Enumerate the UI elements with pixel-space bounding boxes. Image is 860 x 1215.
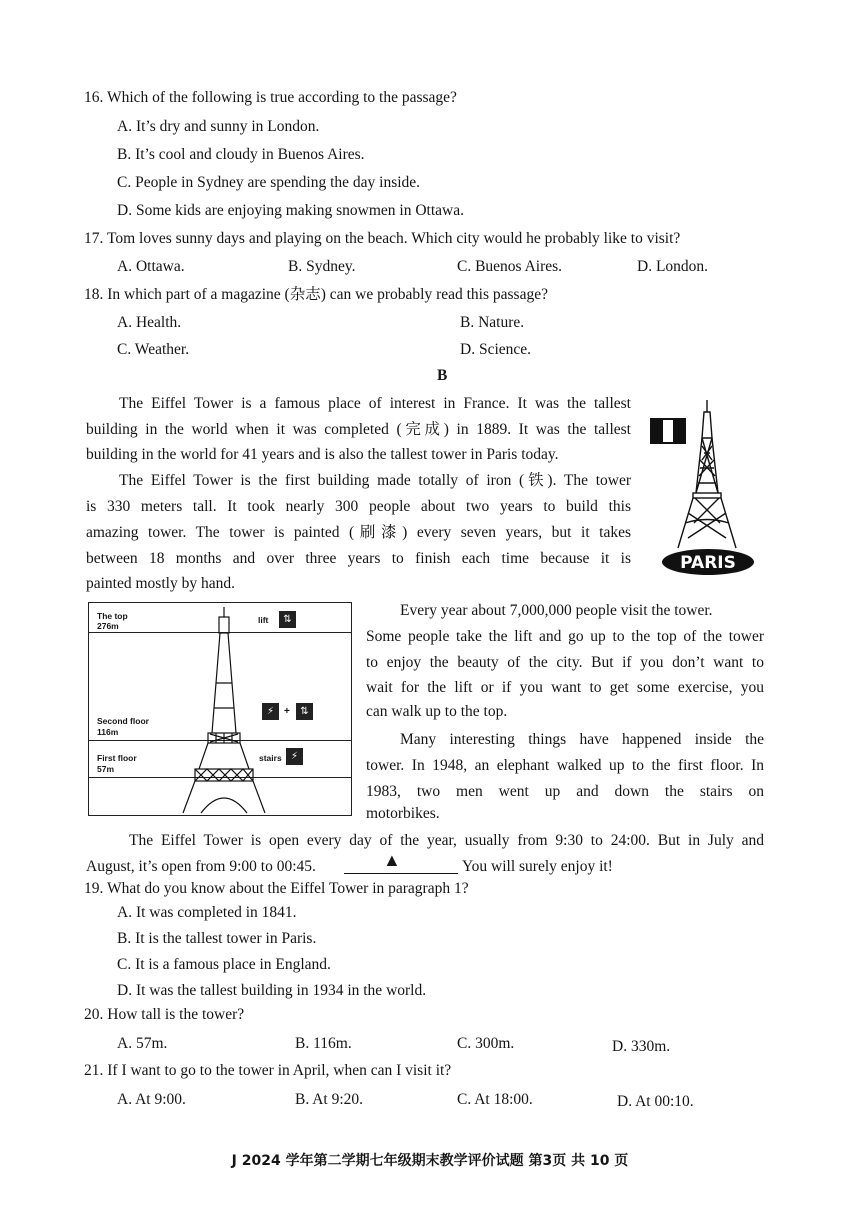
passage-b-p3-line3: to enjoy the beauty of the city. But if you don’t want to (366, 654, 764, 671)
question-17-option-c: C. Buenos Aires. (457, 258, 563, 275)
passage-b-p2-line2: is 330 meters tall. It took nearly 300 people about two years to build this (86, 498, 631, 515)
passage-b-p1-line2: building in the world when it was completed (完成) in 1889. It was the tallest (86, 421, 631, 438)
passage-b-p3-line4: wait for the lift or if you want to get some exercise, you (366, 679, 764, 696)
passage-b-p3-line2: Some people take the lift and go up to the top of the tower (366, 628, 764, 645)
question-21-option-a: A. At 9:00. (117, 1091, 186, 1108)
blank-marker-triangle-icon: ▲ (383, 850, 401, 870)
passage-b-p5-line1: The Eiffel Tower is open every day of the year, usually from 9:30 to 24:00. But in July and (129, 832, 764, 849)
answer-blank-line (344, 873, 458, 874)
lift-label: lift (258, 615, 269, 625)
paris-logo-text: PARIS (680, 553, 736, 573)
passage-b-p1-line1: The Eiffel Tower is a famous place of interest in France. It was the tallest (119, 395, 631, 412)
question-18-option-a: A. Health. (117, 314, 182, 331)
question-21-option-b: B. At 9:20. (295, 1091, 364, 1108)
passage-b-p4-line1: Many interesting things have happened inside the (400, 731, 764, 748)
lift-icon: ⇅ (279, 611, 296, 628)
section-b-heading: B (437, 367, 448, 384)
eiffel-tower-paris-illustration (660, 398, 760, 580)
question-18-option-b: B. Nature. (460, 314, 525, 331)
second-floor-height: 116m (97, 727, 119, 737)
question-16-option-a: A. It’s dry and sunny in London. (117, 118, 320, 135)
question-18-option-c: C. Weather. (117, 341, 190, 358)
passage-b-p2-line3: amazing tower. The tower is painted (刷漆) every seven years, but it takes (86, 524, 631, 541)
question-20-stem: 20. How tall is the tower? (84, 1006, 245, 1023)
question-17-option-a: A. Ottawa. (117, 258, 185, 275)
passage-b-p4-line4: motorbikes. (366, 805, 440, 822)
passage-b-p2-line5: painted mostly by hand. (86, 575, 235, 592)
plus-sign: + (284, 706, 290, 717)
question-17-option-b: B. Sydney. (288, 258, 356, 275)
stairs-label: stairs (259, 753, 282, 763)
tower-outline-drawing (179, 603, 269, 815)
page-footer: J 2024 学年第二学期七年级期末教学评价试题 第3页 共 10 页 (231, 1153, 629, 1169)
passage-b-p3-line5: can walk up to the top. (366, 703, 508, 720)
question-16-option-c: C. People in Sydney are spending the day inside. (117, 174, 421, 191)
question-20-option-c: C. 300m. (457, 1035, 515, 1052)
stairs-icon: ⚡ (286, 748, 303, 765)
question-17-option-d: D. London. (637, 258, 709, 275)
second-floor-label: Second floor (97, 716, 149, 726)
question-19-option-a: A. It was completed in 1841. (117, 904, 297, 921)
question-19-option-b: B. It is the tallest tower in Paris. (117, 930, 317, 947)
question-19-option-d: D. It was the tallest building in 1934 in the world. (117, 982, 427, 999)
passage-b-p3-line1: Every year about 7,000,000 people visit the tower. (400, 602, 713, 619)
stairs-icon: ⚡ (262, 703, 279, 720)
question-16-option-d: D. Some kids are enjoying making snowmen in Ottawa. (117, 202, 464, 219)
passage-b-p4-line2: tower. In 1948, an elephant walked up to the first floor. In (366, 757, 764, 774)
question-21-option-d: D. At 00:10. (617, 1093, 694, 1110)
question-18-stem: 18. In which part of a magazine (杂志) can we probably read this passage? (84, 286, 548, 303)
passage-b-p2-line1: The Eiffel Tower is the first building made totally of iron (铁). The tower (119, 472, 631, 489)
question-20-option-a: A. 57m. (117, 1035, 168, 1052)
passage-b-p5-line2: August, it’s open from 9:00 to 00:45. (86, 858, 316, 875)
question-20-option-d: D. 330m. (612, 1038, 671, 1055)
question-16-stem: 16. Which of the following is true according to the passage? (84, 89, 457, 106)
passage-b-p2-line4: between 18 months and over three years to finish each time because it is (86, 550, 631, 567)
passage-b-p5-line3: You will surely enjoy it! (462, 858, 613, 875)
first-floor-height: 57m (97, 764, 115, 774)
question-21-option-c: C. At 18:00. (457, 1091, 533, 1108)
top-level-label: The top (97, 611, 128, 621)
question-19-option-c: C. It is a famous place in England. (117, 956, 331, 973)
first-floor-label: First floor (97, 753, 137, 763)
question-17-stem: 17. Tom loves sunny days and playing on the beach. Which city would he probably like to visit? (84, 230, 681, 247)
question-19-stem: 19. What do you know about the Eiffel Tower in paragraph 1? (84, 880, 469, 897)
top-level-height: 276m (97, 621, 119, 631)
passage-b-p4-line3: 1983, two men went up and down the stairs on (366, 783, 764, 800)
question-21-stem: 21. If I want to go to the tower in April, when can I visit it? (84, 1062, 452, 1079)
question-18-option-d: D. Science. (460, 341, 532, 358)
question-20-option-b: B. 116m. (295, 1035, 352, 1052)
question-16-option-b: B. It’s cool and cloudy in Buenos Aires. (117, 146, 365, 163)
passage-b-p1-line3: building in the world for 41 years and is also the tallest tower in Paris today. (86, 446, 559, 463)
lift-icon: ⇅ (296, 703, 313, 720)
eiffel-tower-levels-diagram (88, 602, 352, 816)
